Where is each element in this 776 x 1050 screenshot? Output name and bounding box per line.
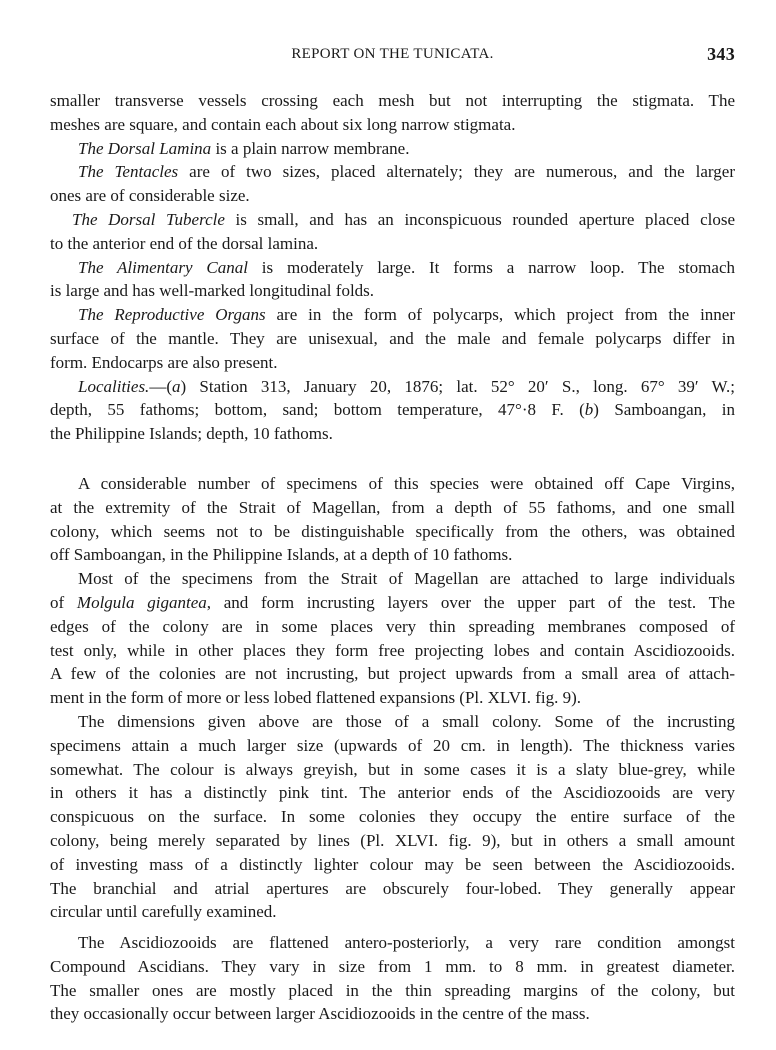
text-line: [50, 472, 735, 496]
body-text: ment in the form of more or less lobed flattened expansions (Pl. XLVI. fig. 9).: [50, 688, 581, 708]
body-text: of investing mass of a distinctly lighter colour may be seen between the Ascidiozooids.: [50, 854, 735, 874]
body-text: to the anterior end of the dorsal lamina.: [50, 233, 319, 253]
body-text: Compound Ascidians. They vary in size from 1 mm. to 8 mm. in greatest diameter.: [50, 956, 735, 976]
text-line: [50, 327, 735, 351]
italic-text: Localities.: [78, 376, 150, 396]
specimen-discussion: [50, 472, 735, 924]
text-line: [50, 829, 735, 853]
body-text: meshes are square, and contain each about six long narrow stigmata.: [50, 114, 516, 134]
ascidiozooid-paragraph: [50, 931, 735, 1026]
body-text: depth, 55 fathoms; bottom, sand; bottom temperature, 47°·8 F. (: [50, 400, 585, 420]
running-header: [50, 44, 735, 68]
body-text: are in the form of polycarps, which project from the inner: [265, 305, 736, 325]
body-text: is small, and has an inconspicuous rounded aperture placed close: [224, 209, 735, 229]
body-text: the Philippine Islands; depth, 10 fathoms.: [50, 424, 333, 444]
body-text: colony, being merely separated by lines (Pl. XLVI. fig. 9), but in others a small amount: [50, 830, 735, 850]
text-line: [50, 615, 735, 639]
body-text: somewhat. The colour is always greyish, but in some cases it is a slaty blue-grey, while: [50, 759, 735, 779]
species-description: [50, 89, 735, 446]
text-line: [50, 184, 735, 208]
body-text: , and form incrusting layers over the upper part of the test. The: [206, 592, 735, 612]
text-line: [50, 900, 735, 924]
text-line: [50, 931, 735, 955]
text-line: [50, 734, 735, 758]
body-text: The branchial and atrial apertures are obscurely four-lobed. They generally appear: [50, 878, 735, 898]
body-text: The smaller ones are mostly placed in the thin spreading margins of the colony, but: [50, 980, 735, 1000]
body-text: circular until carefully examined.: [50, 902, 277, 922]
body-text: of: [50, 592, 77, 612]
body-text: they occasionally occur between larger Ascidiozooids in the centre of the mass.: [50, 1004, 590, 1024]
text-line: [50, 639, 735, 663]
text-line: [50, 877, 735, 901]
body-text: A considerable number of specimens of this species were obtained off Cape Virgins,: [78, 474, 735, 493]
text-line: [50, 422, 735, 446]
text-line: [50, 520, 735, 544]
body-text: Most of the specimens from the Strait of Magellan are attached to large individuals: [78, 569, 735, 589]
text-line: [50, 591, 735, 615]
text-line: [50, 137, 735, 161]
body-text: at the extremity of the Strait of Magellan, from a depth of 55 fathoms, and one small: [50, 497, 735, 517]
body-text: conspicuous on the surface. In some colonies they occupy the entire surface of the: [50, 807, 735, 827]
body-text: ones are of considerable size.: [50, 186, 250, 206]
body-text: ) Samboangan, in: [593, 400, 736, 420]
body-text: edges of the colony are in some places very thin spreading membranes composed of: [50, 616, 735, 636]
text-line: [50, 160, 735, 184]
body-text: smaller transverse vessels crossing each mesh but not interrupting the stigmata. The: [50, 91, 735, 110]
italic-text: The Tentacles: [78, 162, 179, 182]
italic-text: The Dorsal Lamina: [78, 138, 212, 158]
italic-text: b: [584, 400, 594, 420]
body-text: is large and has well-marked longitudinal folds.: [50, 281, 375, 301]
text-line: [50, 375, 735, 399]
text-line: [50, 567, 735, 591]
body-text: are of two sizes, placed alternately; they are numerous, and the larger: [178, 162, 735, 182]
text-line: [50, 662, 735, 686]
text-line: [50, 710, 735, 734]
italic-text: The Alimentary Canal: [78, 257, 248, 277]
body-text: A few of the colonies are not incrusting, but project upwards from a small area of attach-: [50, 664, 735, 684]
text-line: [50, 232, 735, 256]
body-text: —(: [149, 376, 172, 396]
text-line: [50, 256, 735, 280]
body-text: surface of the mantle. They are unisexual, and the male and female polycarps differ in: [50, 328, 735, 348]
body-text: colony, which seems not to be distinguishable specifically from the others, was obtained: [50, 521, 735, 541]
body-text: form. Endocarps are also present.: [50, 352, 278, 372]
text-line: [50, 543, 735, 567]
text-line: [50, 208, 735, 232]
text-line: [50, 805, 735, 829]
text-line: [50, 351, 735, 375]
text-line: [50, 398, 735, 422]
body-text: The dimensions given above are those of a small colony. Some of the incrusting: [78, 711, 735, 731]
text-line: [50, 979, 735, 1003]
body-text: specimens attain a much larger size (upwards of 20 cm. in length). The thickness varies: [50, 735, 735, 755]
italic-text: Molgula gigantea: [76, 592, 207, 612]
body-text: The Ascidiozooids are flattened antero-posteriorly, a very rare condition amongst: [78, 933, 735, 952]
italic-text: a: [171, 376, 181, 396]
text-line: [50, 89, 735, 113]
body-text: test only, while in other places they form free projecting lobes and contain Ascidiozooids.: [50, 640, 735, 660]
italic-text: The Dorsal Tubercle: [72, 209, 225, 229]
text-line: [50, 303, 735, 327]
text-line: [50, 758, 735, 782]
body-text: is moderately large. It forms a narrow loop. The stomach: [247, 257, 735, 277]
running-title: REPORT ON THE TUNICATA.: [291, 46, 494, 62]
text-line: [50, 853, 735, 877]
body-text: off Samboangan, in the Philippine Islands, at a depth of 10 fathoms.: [50, 545, 513, 565]
text-line: [50, 279, 735, 303]
text-line: [50, 686, 735, 710]
body-text: in others it has a distinctly pink tint. The anterior ends of the Ascidiozooids are very: [50, 783, 735, 803]
text-line: [50, 496, 735, 520]
body-text: ) Station 313, January 20, 1876; lat. 52° 20′ S., long. 67° 39′ W.;: [180, 376, 735, 396]
text-line: [50, 1002, 735, 1026]
italic-text: The Reproductive Organs: [78, 305, 266, 325]
body-text: is a plain narrow membrane.: [211, 138, 410, 158]
text-line: [50, 781, 735, 805]
text-line: [50, 955, 735, 979]
page-number: 343: [707, 44, 735, 64]
text-line: [50, 113, 735, 137]
